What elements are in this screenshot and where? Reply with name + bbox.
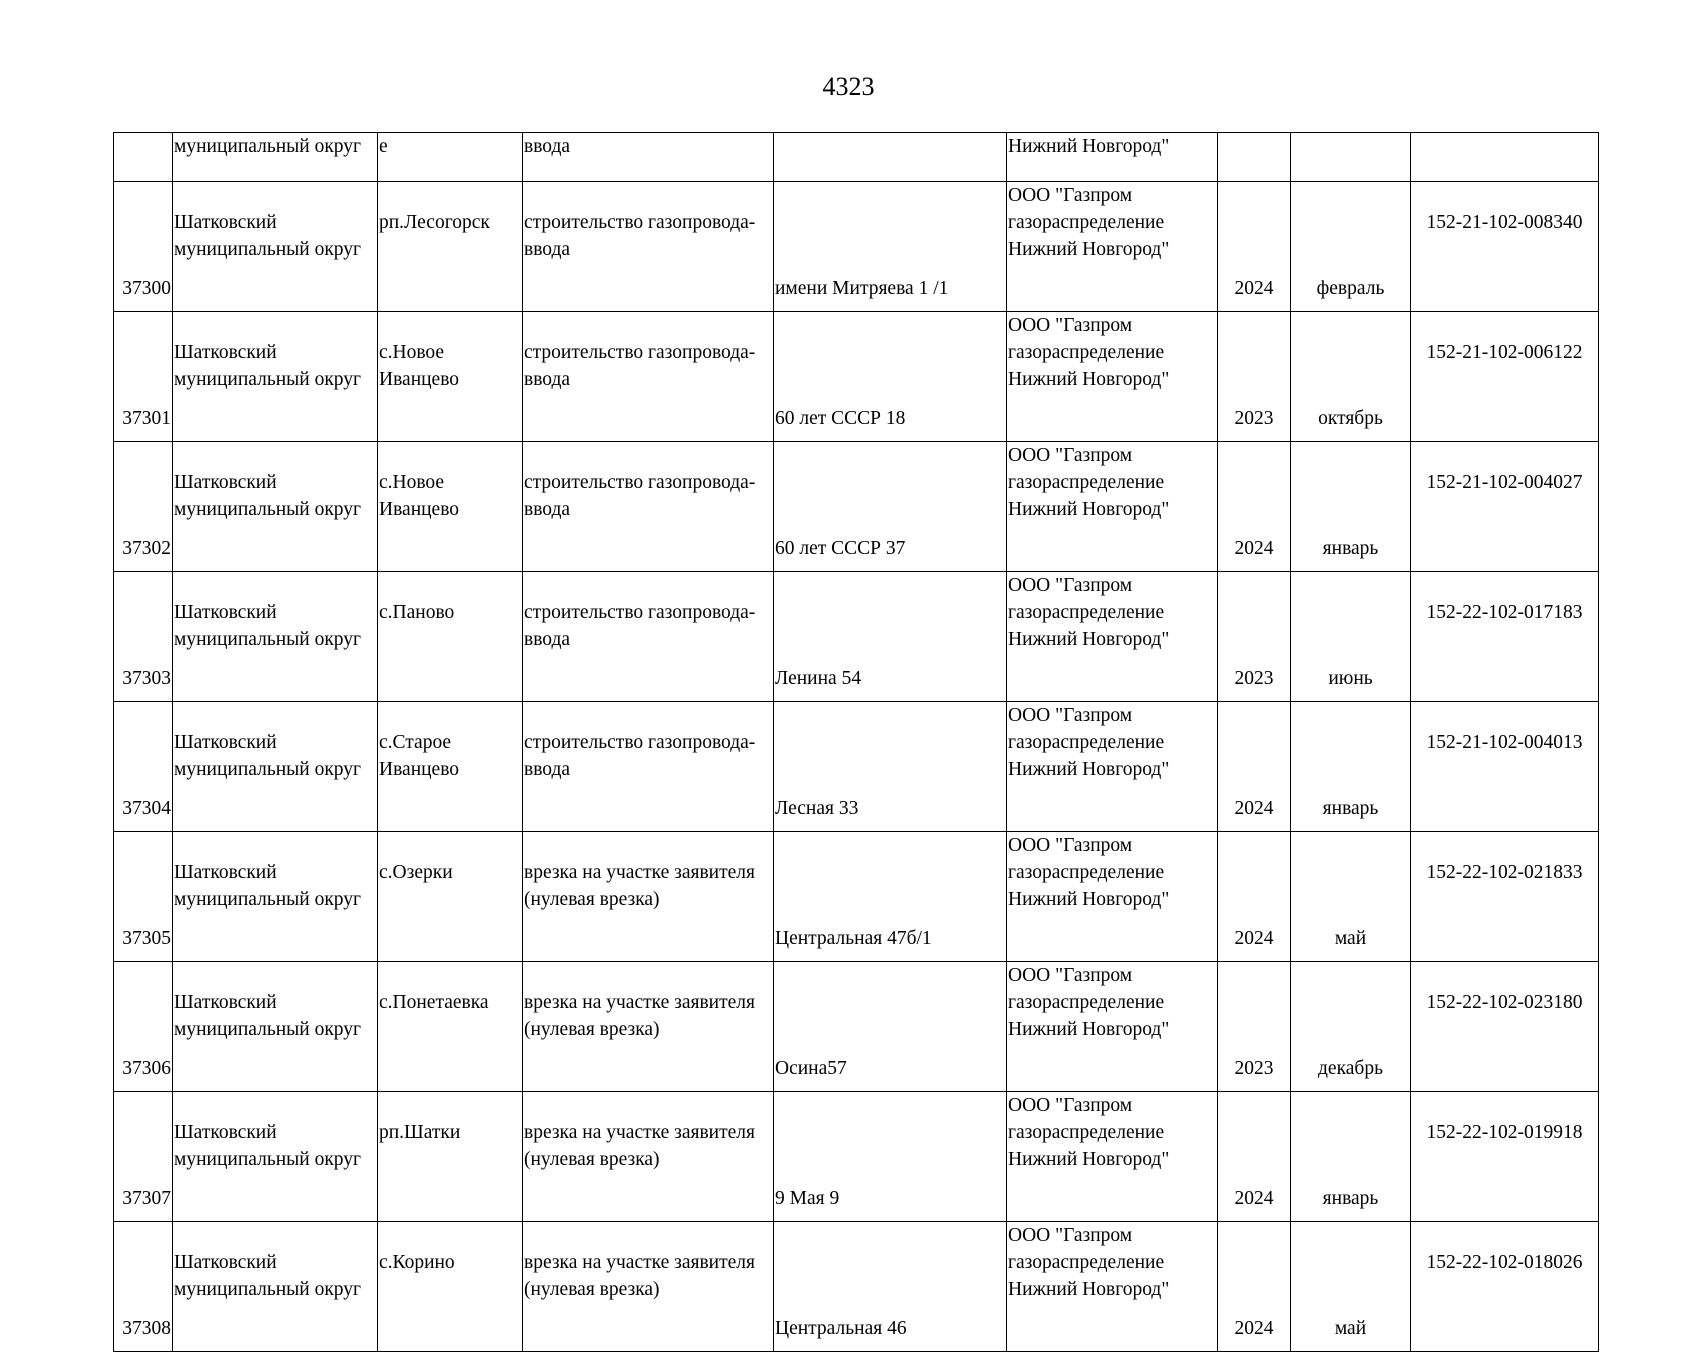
- cell-work-line: (нулевая врезка): [524, 1019, 660, 1040]
- continuation-row: [114, 133, 1599, 182]
- cell-year: [1218, 133, 1291, 182]
- cell-org: [1007, 182, 1218, 312]
- cell-district: [173, 1222, 378, 1352]
- cell-code: 152-22-102-023180: [1411, 962, 1599, 1092]
- cell-month: май: [1291, 1222, 1411, 1352]
- cell-work: ввода: [523, 133, 774, 182]
- cell-org-line: ООО "Газпром: [1008, 445, 1133, 466]
- cell-district-line: муниципальный округ: [174, 499, 362, 520]
- cell-district-line: Шатковский: [174, 862, 277, 883]
- cell-work-line: врезка на участке заявителя: [524, 1122, 755, 1143]
- cell-district-line: Шатковский: [174, 1122, 277, 1143]
- table-row: [114, 832, 1599, 962]
- cell-org-line: ООО "Газпром: [1008, 315, 1133, 336]
- cell-work: [523, 442, 774, 572]
- cell-org-line: Нижний Новгород": [1008, 1279, 1170, 1300]
- cell-work: [523, 962, 774, 1092]
- cell-place-line: с.Корино: [379, 1252, 455, 1273]
- cell-address: имени Митряева 1 /1: [774, 182, 1007, 312]
- cell-year: 2024: [1218, 1222, 1291, 1352]
- cell-district: [173, 312, 378, 442]
- cell-month: октябрь: [1291, 312, 1411, 442]
- cell-num: 37307: [114, 1092, 173, 1222]
- cell-district-line: муниципальный округ: [174, 759, 362, 780]
- cell-num: 37308: [114, 1222, 173, 1352]
- cell-place-line: Иванцево: [379, 759, 460, 780]
- cell-district-line: Шатковский: [174, 212, 277, 233]
- cell-code: 152-21-102-008340: [1411, 182, 1599, 312]
- cell-work-line: (нулевая врезка): [524, 889, 660, 910]
- cell-place: [378, 312, 523, 442]
- cell-org: [1007, 832, 1218, 962]
- cell-place-line: с.Понетаевка: [379, 992, 489, 1013]
- cell-work-line: ввода: [524, 759, 571, 780]
- cell-work-line: (нулевая врезка): [524, 1149, 660, 1170]
- cell-org-line: газораспределение: [1008, 862, 1165, 883]
- cell-district-line: муниципальный округ: [174, 1149, 362, 1170]
- cell-address: 9 Мая 9: [774, 1092, 1007, 1222]
- cell-org-line: Нижний Новгород": [1008, 629, 1170, 650]
- cell-org-line: ООО "Газпром: [1008, 1095, 1133, 1116]
- table-row: [114, 442, 1599, 572]
- cell-work: [523, 182, 774, 312]
- cell-org-line: Нижний Новгород": [1008, 369, 1170, 390]
- cell-district-line: муниципальный округ: [174, 1019, 362, 1040]
- cell-org-line: газораспределение: [1008, 212, 1165, 233]
- cell-work-line: ввода: [524, 629, 571, 650]
- table-row: [114, 962, 1599, 1092]
- cell-district: [173, 182, 378, 312]
- cell-org-line: газораспределение: [1008, 992, 1165, 1013]
- cell-district: [173, 702, 378, 832]
- cell-org-line: Нижний Новгород": [1008, 1019, 1170, 1040]
- cell-org-line: ООО "Газпром: [1008, 835, 1133, 856]
- page-number: 4323: [822, 72, 875, 101]
- table-row: [114, 702, 1599, 832]
- cell-org: [1007, 1092, 1218, 1222]
- cell-place: [378, 442, 523, 572]
- cell-district: [173, 1092, 378, 1222]
- cell-year: 2024: [1218, 1092, 1291, 1222]
- cell-num: 37305: [114, 832, 173, 962]
- cell-month: январь: [1291, 702, 1411, 832]
- cell-address: Центральная 46: [774, 1222, 1007, 1352]
- cell-org: [1007, 702, 1218, 832]
- table-row: [114, 1092, 1599, 1222]
- cell-place-line: с.Новое: [379, 342, 445, 363]
- cell-place: [378, 832, 523, 962]
- cell-place-line: рп.Шатки: [379, 1122, 461, 1143]
- cell-num: [114, 133, 173, 182]
- cell-org-line: газораспределение: [1008, 1122, 1165, 1143]
- cell-org-line: Нижний Новгород": [1008, 889, 1170, 910]
- cell-address: [774, 133, 1007, 182]
- gasification-table: [113, 132, 1599, 1352]
- cell-district: муниципальный округ: [173, 133, 378, 182]
- cell-code: 152-22-102-021833: [1411, 832, 1599, 962]
- cell-org: [1007, 442, 1218, 572]
- cell-address: 60 лет СССР 18: [774, 312, 1007, 442]
- cell-org-line: газораспределение: [1008, 342, 1165, 363]
- cell-year: 2023: [1218, 572, 1291, 702]
- cell-work-line: ввода: [524, 369, 571, 390]
- table-body: [114, 133, 1599, 1352]
- cell-address: 60 лет СССР 37: [774, 442, 1007, 572]
- table-row: [114, 182, 1599, 312]
- cell-work-line: врезка на участке заявителя: [524, 1252, 755, 1273]
- cell-org-line: Нижний Новгород": [1008, 759, 1170, 780]
- cell-work-line: ввода: [524, 499, 571, 520]
- cell-work: [523, 702, 774, 832]
- cell-address: Центральная 47б/1: [774, 832, 1007, 962]
- table-row: [114, 1222, 1599, 1352]
- cell-year: 2024: [1218, 182, 1291, 312]
- cell-place: [378, 1092, 523, 1222]
- cell-org-line: ООО "Газпром: [1008, 575, 1133, 596]
- cell-work-line: ввода: [524, 239, 571, 260]
- cell-address: Лесная 33: [774, 702, 1007, 832]
- cell-org-line: газораспределение: [1008, 1252, 1165, 1273]
- cell-month: февраль: [1291, 182, 1411, 312]
- table-row: [114, 312, 1599, 442]
- cell-district: [173, 442, 378, 572]
- cell-code: 152-22-102-018026: [1411, 1222, 1599, 1352]
- cell-work-line: строительство газопровода-: [524, 732, 756, 753]
- cell-place: [378, 702, 523, 832]
- cell-org: [1007, 962, 1218, 1092]
- cell-work-line: (нулевая врезка): [524, 1279, 660, 1300]
- cell-district-line: муниципальный округ: [174, 629, 362, 650]
- cell-district-line: муниципальный округ: [174, 1279, 362, 1300]
- cell-num: 37303: [114, 572, 173, 702]
- cell-address: Ленина 54: [774, 572, 1007, 702]
- cell-work: [523, 312, 774, 442]
- cell-num: 37301: [114, 312, 173, 442]
- cell-org-line: Нижний Новгород": [1008, 1149, 1170, 1170]
- cell-work-line: врезка на участке заявителя: [524, 862, 755, 883]
- cell-place-line: рп.Лесогорск: [379, 212, 490, 233]
- cell-num: 37304: [114, 702, 173, 832]
- cell-year: 2024: [1218, 442, 1291, 572]
- cell-org-line: Нижний Новгород": [1008, 499, 1170, 520]
- cell-year: 2023: [1218, 962, 1291, 1092]
- cell-district: [173, 832, 378, 962]
- cell-month: январь: [1291, 1092, 1411, 1222]
- cell-code: 152-22-102-017183: [1411, 572, 1599, 702]
- cell-place-line: с.Старое: [379, 732, 452, 753]
- cell-place-line: с.Озерки: [379, 862, 453, 883]
- cell-district: [173, 572, 378, 702]
- cell-address: Осина57: [774, 962, 1007, 1092]
- cell-work-line: врезка на участке заявителя: [524, 992, 755, 1013]
- cell-work: [523, 572, 774, 702]
- cell-district-line: Шатковский: [174, 992, 277, 1013]
- cell-code: 152-21-102-004027: [1411, 442, 1599, 572]
- cell-org: [1007, 312, 1218, 442]
- cell-district-line: муниципальный округ: [174, 239, 362, 260]
- cell-org-line: ООО "Газпром: [1008, 705, 1133, 726]
- cell-place: [378, 572, 523, 702]
- cell-district-line: Шатковский: [174, 472, 277, 493]
- cell-work-line: строительство газопровода-: [524, 602, 756, 623]
- cell-place-line: с.Паново: [379, 602, 455, 623]
- cell-district: [173, 962, 378, 1092]
- cell-org-line: Нижний Новгород": [1008, 239, 1170, 260]
- cell-org-line: газораспределение: [1008, 732, 1165, 753]
- cell-code: 152-22-102-019918: [1411, 1092, 1599, 1222]
- cell-district-line: муниципальный округ: [174, 369, 362, 390]
- cell-num: 37306: [114, 962, 173, 1092]
- cell-place-line: с.Новое: [379, 472, 445, 493]
- cell-place-line: Иванцево: [379, 499, 460, 520]
- cell-work: [523, 832, 774, 962]
- cell-org-line: газораспределение: [1008, 602, 1165, 623]
- cell-code: [1411, 133, 1599, 182]
- cell-year: 2024: [1218, 832, 1291, 962]
- cell-place-line: Иванцево: [379, 369, 460, 390]
- cell-district-line: Шатковский: [174, 602, 277, 623]
- cell-num: 37300: [114, 182, 173, 312]
- table-row: [114, 572, 1599, 702]
- cell-place: е: [378, 133, 523, 182]
- cell-year: 2024: [1218, 702, 1291, 832]
- cell-month: декабрь: [1291, 962, 1411, 1092]
- cell-month: май: [1291, 832, 1411, 962]
- cell-org: [1007, 572, 1218, 702]
- cell-org-line: ООО "Газпром: [1008, 185, 1133, 206]
- cell-work: [523, 1092, 774, 1222]
- cell-org-line: ООО "Газпром: [1008, 1225, 1133, 1246]
- cell-place: [378, 182, 523, 312]
- cell-district-line: муниципальный округ: [174, 889, 362, 910]
- cell-org-line: газораспределение: [1008, 472, 1165, 493]
- cell-work-line: строительство газопровода-: [524, 212, 756, 233]
- cell-year: 2023: [1218, 312, 1291, 442]
- cell-code: 152-21-102-004013: [1411, 702, 1599, 832]
- cell-work-line: строительство газопровода-: [524, 342, 756, 363]
- cell-code: 152-21-102-006122: [1411, 312, 1599, 442]
- cell-num: 37302: [114, 442, 173, 572]
- cell-org: [1007, 1222, 1218, 1352]
- cell-month: январь: [1291, 442, 1411, 572]
- cell-district-line: Шатковский: [174, 732, 277, 753]
- cell-place: [378, 962, 523, 1092]
- cell-work: [523, 1222, 774, 1352]
- cell-org-line: ООО "Газпром: [1008, 965, 1133, 986]
- cell-org: Нижний Новгород": [1007, 133, 1218, 182]
- cell-work-line: строительство газопровода-: [524, 472, 756, 493]
- cell-district-line: Шатковский: [174, 1252, 277, 1273]
- cell-month: июнь: [1291, 572, 1411, 702]
- cell-place: [378, 1222, 523, 1352]
- cell-month: [1291, 133, 1411, 182]
- cell-district-line: Шатковский: [174, 342, 277, 363]
